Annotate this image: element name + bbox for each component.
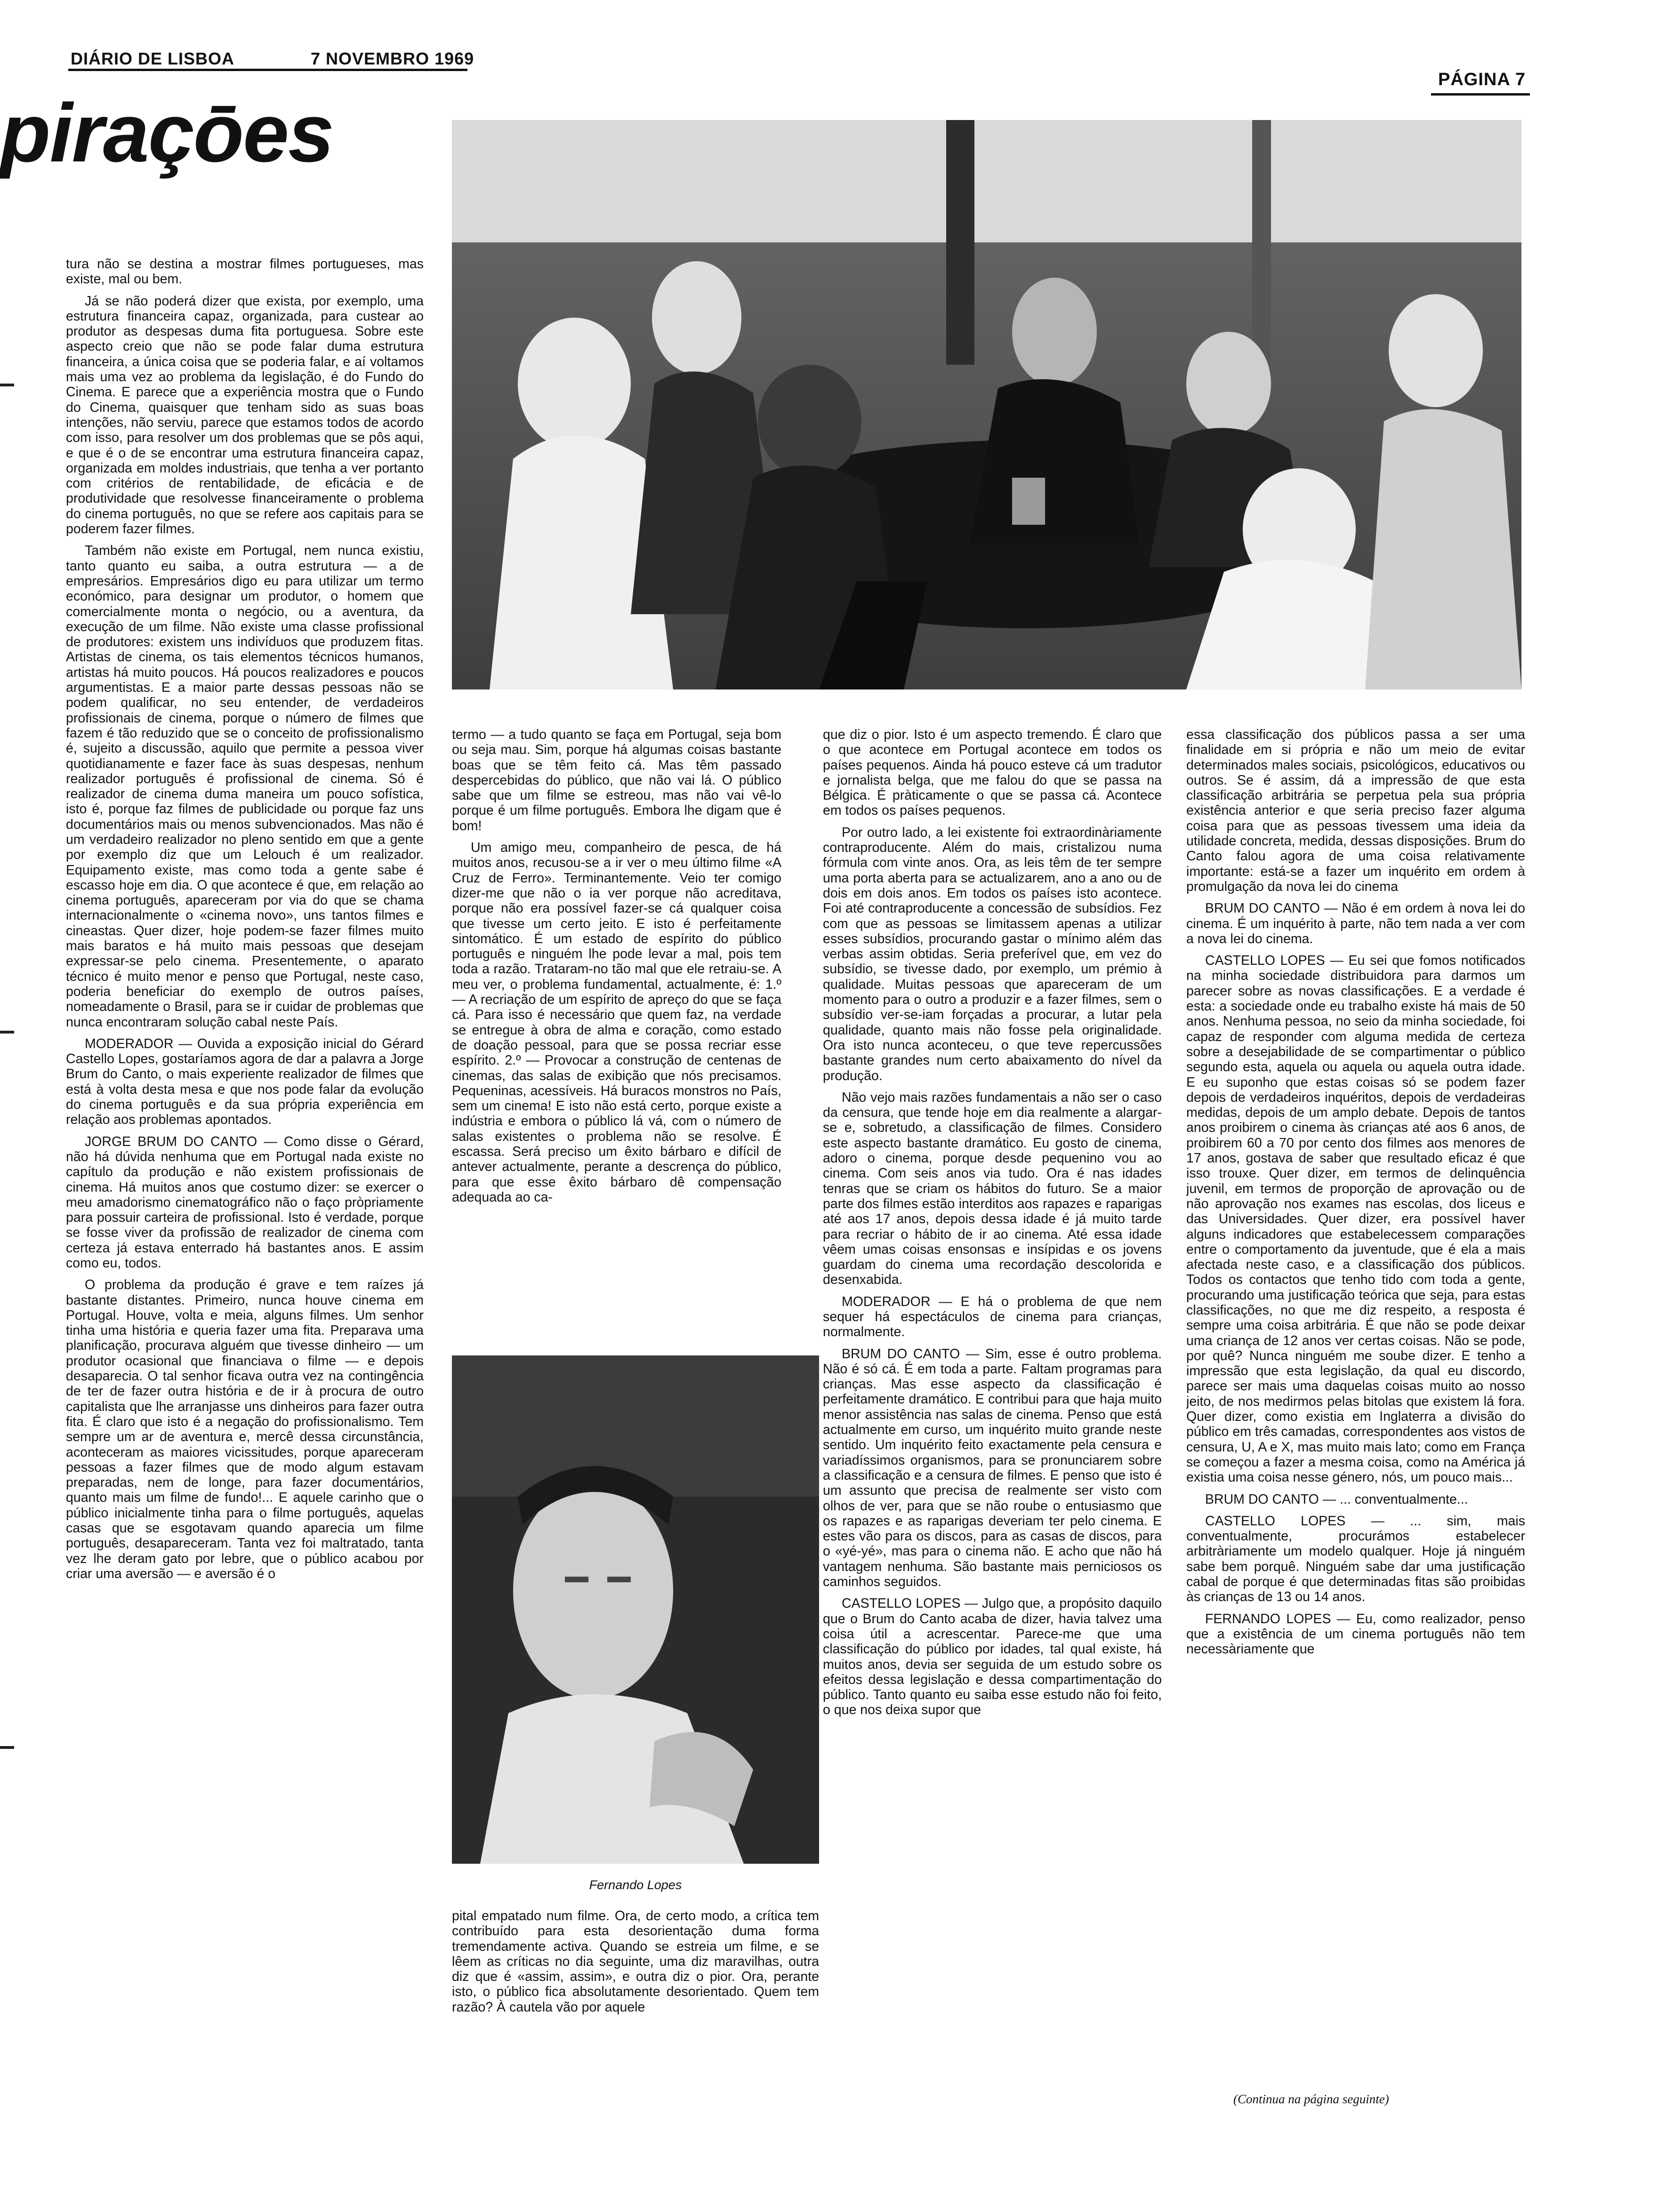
- paragraph: BRUM DO CANTO — ... conventualmente...: [1205, 1491, 1468, 1507]
- margin-mark: [0, 1031, 14, 1034]
- paragraph: CASTELLO LOPES — ... sim, mais conventualmente, procurámos estabelecer arbitràriamente um modelo qualquer. Hoje já ninguém sabe bem porquê. Ninguém sabe dar uma justificação cabal de porque é que determinadas fitas são proibidas às crianças de 13 ou 14 anos.: [1186, 1513, 1525, 1605]
- page-number: PÁGINA 7: [1438, 70, 1526, 89]
- portrait-caption: Fernando Lopes: [589, 1878, 682, 1892]
- paragraph: Não vejo mais razões fundamentais a não ser o caso da censura, que tende hoje em dia realmente a alargar-se e, sobretudo, a classificação de filmes. Considero este aspecto bastante dramático. Eu gosto de cinema, adoro o cinema, porque desde pequenino vou ao cinema. Com seis anos via tudo. Ora é nas idades tenras que se criam os hábitos do futuro. Se a maior parte dos filmes estão interditos aos rapazes e raparigas até aos 17 anos, depois dessa idade é já muito tarde para recriar o hábito de ir ao cinema. Até essa idade vêem umas coisas ensonsas e insípidas e os jovens guardam do cinema uma recordação descolorida e desenxabida.: [823, 1090, 1162, 1288]
- paragraph: Também não existe em Portugal, nem nunca existiu, tanto quanto eu saiba, a outra estrutura — a de empresários. Empresários digo eu para utilizar um termo económico, para designar um produtor, o homem que comercialmente monta o negócio, ou a aventura, da execução de um filme. Não existe uma classe profissional de produtores: existem uns indivíduos que produzem fitas. Artistas de cinema, os tais elementos técnicos humanos, artistas há muito poucos. Há poucos realizadores e poucos argumentistas. E a maior parte dessas pessoas não se podem qualificar, no seu entender, de verdadeiros profissionais de cinema, porque o número de filmes que fazem é tão reduzido que se o conceito de profissionalismo é, sujeito a discussão, aquilo que permite a pessoa viver quotidianamente e fazer face às suas despesas, nenhum realizador português é profissional de cinema. Só é realizador de cinema duma maneira um pouco sofística, isto é, porque faz filmes de publicidade ou porque faz uns documentários mais ou menos subvencionados. Mas não é um verdadeiro realizador no pleno sentido em que a gente por exemplo diz que um Lelouch é um realizador. Equipamento existe, mas como toda a gente sabe é escasso hoje em dia. O que acontece é que, em relação ao cinema português, apareceram por via do que se chama internacionalmente o «cinema novo», uns tantos filmes e cineastas. Quer dizer, hoje podem-se fazer filmes muito mais baratos e há muito mais pessoas que desejam expressar-se pelo cinema. Presentemente, o aparato técnico é muito menor e penso que Portugal, neste caso, poderia beneficiar do exemplo de outros países, nomeadamente o Brasil, para se ir cuidar de problemas que nunca encontraram solução cabal neste País.: [66, 543, 424, 1030]
- margin-mark: [0, 384, 14, 386]
- paragraph: FERNANDO LOPES — Eu, como realizador, penso que a existência de um cinema português não tem necessàriamente que: [1186, 1611, 1525, 1657]
- article-column-1: [66, 256, 424, 2132]
- article-column-3: [823, 727, 1162, 2132]
- paragraph: Um amigo meu, companheiro de pesca, de há muitos anos, recusou-se a ir ver o meu último filme «A Cruz de Ferro». Terminantemente. Veio ter comigo dizer-me que não o ia ver porque não acreditava, porque não era possível fazer-se cá qualquer coisa que tivesse um certo jeito. E isto é perfeitamente sintomático. É um estado de espírito do público português e ninguém lhe pode levar a mal, pois tem toda a razão. Trataram-no tão mal que ele retraiu-se. A meu ver, o problema fundamental, actualmente, é: 1.º — A recriação de um espírito de apreço do que se faça cá. Para isso é necessário que quem faz, na verdade se entregue à obra de alma e coração, como estado de doação pessoal, para que se possa recriar esse espírito. 2.º — Provocar a construção de centenas de cinemas, das salas de exibição que nós precisamos. Pequeninas, acessíveis. Há buracos monstros no País, sem um cinema! E isto não está certo, porque existe a indústria e embora o público lá vá, com o número de salas existentes o problema não se resolve. É escassa. Será preciso um êxito bárbaro e difícil de antever actualmente, perante a descrença do público, para que esse êxito bárbaro dê compensação adequada ao ca-: [452, 840, 781, 1205]
- header-rule-left: [68, 69, 467, 71]
- paragraph: Já se não poderá dizer que exista, por exemplo, uma estrutura financeira capaz, organizada, para custear ao produtor as despesas duma fita portuguesa. Sobre este aspecto creio que não se pode falar duma estrutura financeira, a única coisa que se poderia falar, e aí voltamos mais uma vez ao problema da legislação, é do Fundo do Cinema. E parece que a experiência mostra que o Fundo do Cinema, quaisquer que tenham sido as suas boas intenções, não serviu, parece que estamos todos de acordo com isso, para resolver um dos problemas que se pôs aqui, e que é o de se encontrar uma estrutura financeira capaz, organizada em moldes industriais, que tenha a ver portanto com critérios de rentabilidade, de eficácia e de produtividade que resolvesse financeiramente o problema do cinema português, no que se refere aos capitais para se poderem fazer filmes.: [66, 293, 424, 537]
- paragraph: MODERADOR — Ouvida a exposição inicial do Gérard Castello Lopes, gostaríamos agora de dar a palavra a Jorge Brum do Canto, o mais experiente realizador de filmes que está à volta desta mesa e que nos pode falar da evolução do cinema português e da sua própria experiência em relação aos problemas apontados.: [66, 1036, 424, 1128]
- publication-name: DIÁRIO DE LISBOA: [71, 49, 235, 68]
- headline: piraçōes: [0, 87, 333, 179]
- paragraph: BRUM DO CANTO — Sim, esse é outro problema. Não é só cá. É em toda a parte. Faltam programas para crianças. Mas esse aspecto da classificação é perfeitamente dramático. E contribui para que haja muito menor assistência nas salas de cinema. Penso que está actualmente em curso, um inquérito muito grande neste sentido. Um inquérito feito exactamente pela censura e variadíssimos organismos, para se pronunciarem sobre a classificação e a censura de filmes. E penso que isto é um assunto que precisa de realmente ser visto com olhos de ver, para que se não roube o entusiasmo que os rapazes e as raparigas deveriam ter pelo cinema. E estes vão para os discos, para as casas de discos, para o «yé-yé», mas para o cinema não. E acho que não há vantagem nenhuma. São bastante mais perniciosos os caminhos seguidos.: [823, 1346, 1162, 1590]
- paragraph: que diz o pior. Isto é um aspecto tremendo. É claro que o que acontece em Portugal acontece em todos os países pequenos. Ainda há pouco esteve cá um tradutor e jornalista belga, que me falou do que se passa na Bélgica. É pràticamente o que se passa cá. Acontece em todos os países pequenos.: [823, 727, 1162, 818]
- continuation-note: (Continua na página seguinte): [1233, 2092, 1389, 2106]
- paragraph: essa classificação dos públicos passa a ser uma finalidade em si própria e não um meio de evitar determinados males sociais, psicológicos, educativos ou outros. Se é assim, dá a impressão de que esta classificação arbitrária se perpetua pela sua própria existência anterior e que seria preciso fazer alguma coisa para que as pessoas tivessem uma ideia da utilidade concreta, medida, dessas disposições. Brum do Canto falou agora de uma coisa relativamente importante: está-se a fazer um inquérito em ordem à promulgação da nova lei do cinema: [1186, 727, 1525, 894]
- group-photo-image: [452, 120, 1521, 689]
- paragraph: MODERADOR — E há o problema de que nem sequer há espectáculos de cinema para crianças, normalmente.: [823, 1294, 1162, 1340]
- paragraph: termo — a tudo quanto se faça em Portugal, seja bom ou seja mau. Sim, porque há algumas coisas bastante boas que se têm feito cá. Mas têm passado despercebidas do público, que não vai lá. O público sabe que um filme se estreou, mas não vai vê-lo porque é um filme português. Embora lhe digam que é bom!: [452, 727, 781, 834]
- paragraph: CASTELLO LOPES — Julgo que, a propósito daquilo que o Brum do Canto acaba de dizer, havia talvez uma coisa útil a acrescentar. Parece-me que uma classificação do público por idades, tal qual existe, há muitos anos, devia ser seguida de um estudo sobre os efeitos dessa legislação e dessa compartimentação do público. Tanto quanto eu saiba esse estudo não foi feito, o que nos deixa supor que: [823, 1596, 1162, 1718]
- portrait-photo: [452, 1355, 819, 1864]
- header-rule-right: [1431, 93, 1530, 96]
- article-column-2-continued: [452, 1908, 819, 2132]
- issue-date: 7 NOVEMBRO 1969: [311, 49, 475, 68]
- margin-mark: [0, 1746, 14, 1749]
- article-column-2: [452, 727, 781, 1339]
- paragraph: CASTELLO LOPES — Eu sei que fomos notificados na minha sociedade distribuidora para darmos um parecer sobre as novas classificações. E a verdade é esta: a sociedade onde eu trabalho existe há mais de 50 anos. Nenhuma pessoa, no seio da minha sociedade, foi capaz de responder com alguma medida de certeza sobre a desejabilidade de se compartimentar o público segundo esta, aquela ou aquela ou aquela outra idade. E eu suponho que estas coisas só se podem fazer depois de verdadeiros inquéritos, depois de verdadeiras medidas, depois de um amplo debate. Depois de tantos anos proibirem o cinema às crianças até aos 6 anos, de proibirem 60 a 70 por cento dos filmes aos menores de 17 anos, gostava de saber que resultado eficaz é que isso trouxe. Quer dizer, em termos de delinquência juvenil, em termos de proporção de aprovação ou de não aprovação nos exames nas escolas, dos liceus e das Universidades. Quer dizer, era possível haver alguns indicadores que estabelecessem comparações entre o comportamento da juventude, que é ela a mais afectada neste caso, e a classificação dos públicos. Todos os contactos que tenho tido com toda a gente, procurando uma justificação teórica que seja, para estas classificações, no que me diz respeito, a resposta é sempre uma coisa arbitrária. É que não se pode deixar uma criança de 12 anos ver certas coisas. Não se pode, por quê? Nunca ninguém me soube dizer. E tenho a impressão que esta legislação, da qual eu discordo, parece ser mais uma daquelas coisas muito ao nosso jeito, de nos medirmos pelas bitolas que existem lá fora. Quer dizer, como existia em Inglaterra a divisão do público em três camadas, correspondentes aos vistos de censura, U, A e X, mas muito mais lato; como em França se começou a fazer a mesma coisa, como na América já existia uma coisa nesse género, nós, um pouco mais...: [1186, 953, 1525, 1485]
- paragraph: JORGE BRUM DO CANTO — Como disse o Gérard, não há dúvida nenhuma que em Portugal nada existe no capítulo da produção e não existem profissionais de cinema. Há muitos anos que costumo dizer: se exercer o meu amadorismo cinematográfico não o faço pròpriamente para possuir carteira de profissional. Isto é verdade, porque se fosse viver da profissão de realizador de cinema com certeza já estava enterrado há bastantes anos. E assim como eu, todos.: [66, 1134, 424, 1271]
- group-photo: [452, 120, 1521, 689]
- article-column-4: [1186, 727, 1525, 2085]
- paragraph: Por outro lado, a lei existente foi extraordinàriamente contraproducente. Além do mais, cristalizou numa fórmula com vinte anos. Ora, as leis têm de ter sempre uma porta aberta para se actualizarem, ano a ano ou de dois em dois anos. Em todos os países isto acontece. Foi até contraproducente a concessão de subsídios. Fez com que as pessoas se limitassem apenas a utilizar esses subsídios, procurando gastar o mínimo além das verbas assim obtidas. Seria preferível que, em vez do subsídio, se tivesse dado, por exemplo, um prémio à qualidade. Muitas pessoas que apareceram de um momento para o outro a produzir e a fazer filmes, sem o subsídio ver-se-iam forçadas a procurar, a lutar pela qualidade, quanto mais não fosse pela originalidade. Ora isto nunca aconteceu, o que teve repercussões bastante grandes num certo abaixamento do nível da produção.: [823, 825, 1162, 1083]
- paragraph: tura não se destina a mostrar filmes portugueses, mas existe, mal ou bem.: [66, 256, 424, 287]
- paragraph: BRUM DO CANTO — Não é em ordem à nova lei do cinema. É um inquérito à parte, não tem nada a ver com a nova lei do cinema.: [1186, 901, 1525, 946]
- paragraph: O problema da produção é grave e tem raízes já bastante distantes. Primeiro, nunca houve cinema em Portugal. Houve, volta e meia, alguns filmes. Um senhor tinha uma história e queria fazer uma fita. Preparava uma planificação, procurava alguém que tivesse dinheiro — um produtor ocasional que financiava o filme — e depois desaparecia. O tal senhor ficava outra vez na contingência de ter de fazer outra história e de ir à procura de outro capitalista que lhe arranjasse uns dinheiros para fazer outra fita. É claro que isto é a negação do profissionalismo. Tem sempre um ar de aventura e, mercê dessa circunstância, aconteceram as maiores vicissitudes, porque apareceram pessoas a fazer filmes que de modo algum estavam preparadas, nem de longe, para fazer documentários, quanto mais um filme de fundo!... E aquele carinho que o público inicialmente tinha para o filme português, aquelas casas que se esgotavam quando aparecia um filme português, desapareceram. Tanta vez foi maltratado, tanta vez lhe deram gato por lebre, que o público acabou por criar uma aversão — e aversão é o: [66, 1277, 424, 1581]
- paragraph: pital empatado num filme. Ora, de certo modo, a crítica tem contribuído para esta desorientação duma forma tremendamente activa. Quando se estreia um filme, e se lêem as críticas no dia seguinte, uma diz maravilhas, outra diz que é «assim, assim», e outra diz o pior. Ora, perante isto, o público fica absolutamente desorientado. Quem tem razão? À cautela vão por aquele: [452, 1908, 819, 2015]
- portrait-photo-image: [452, 1355, 819, 1864]
